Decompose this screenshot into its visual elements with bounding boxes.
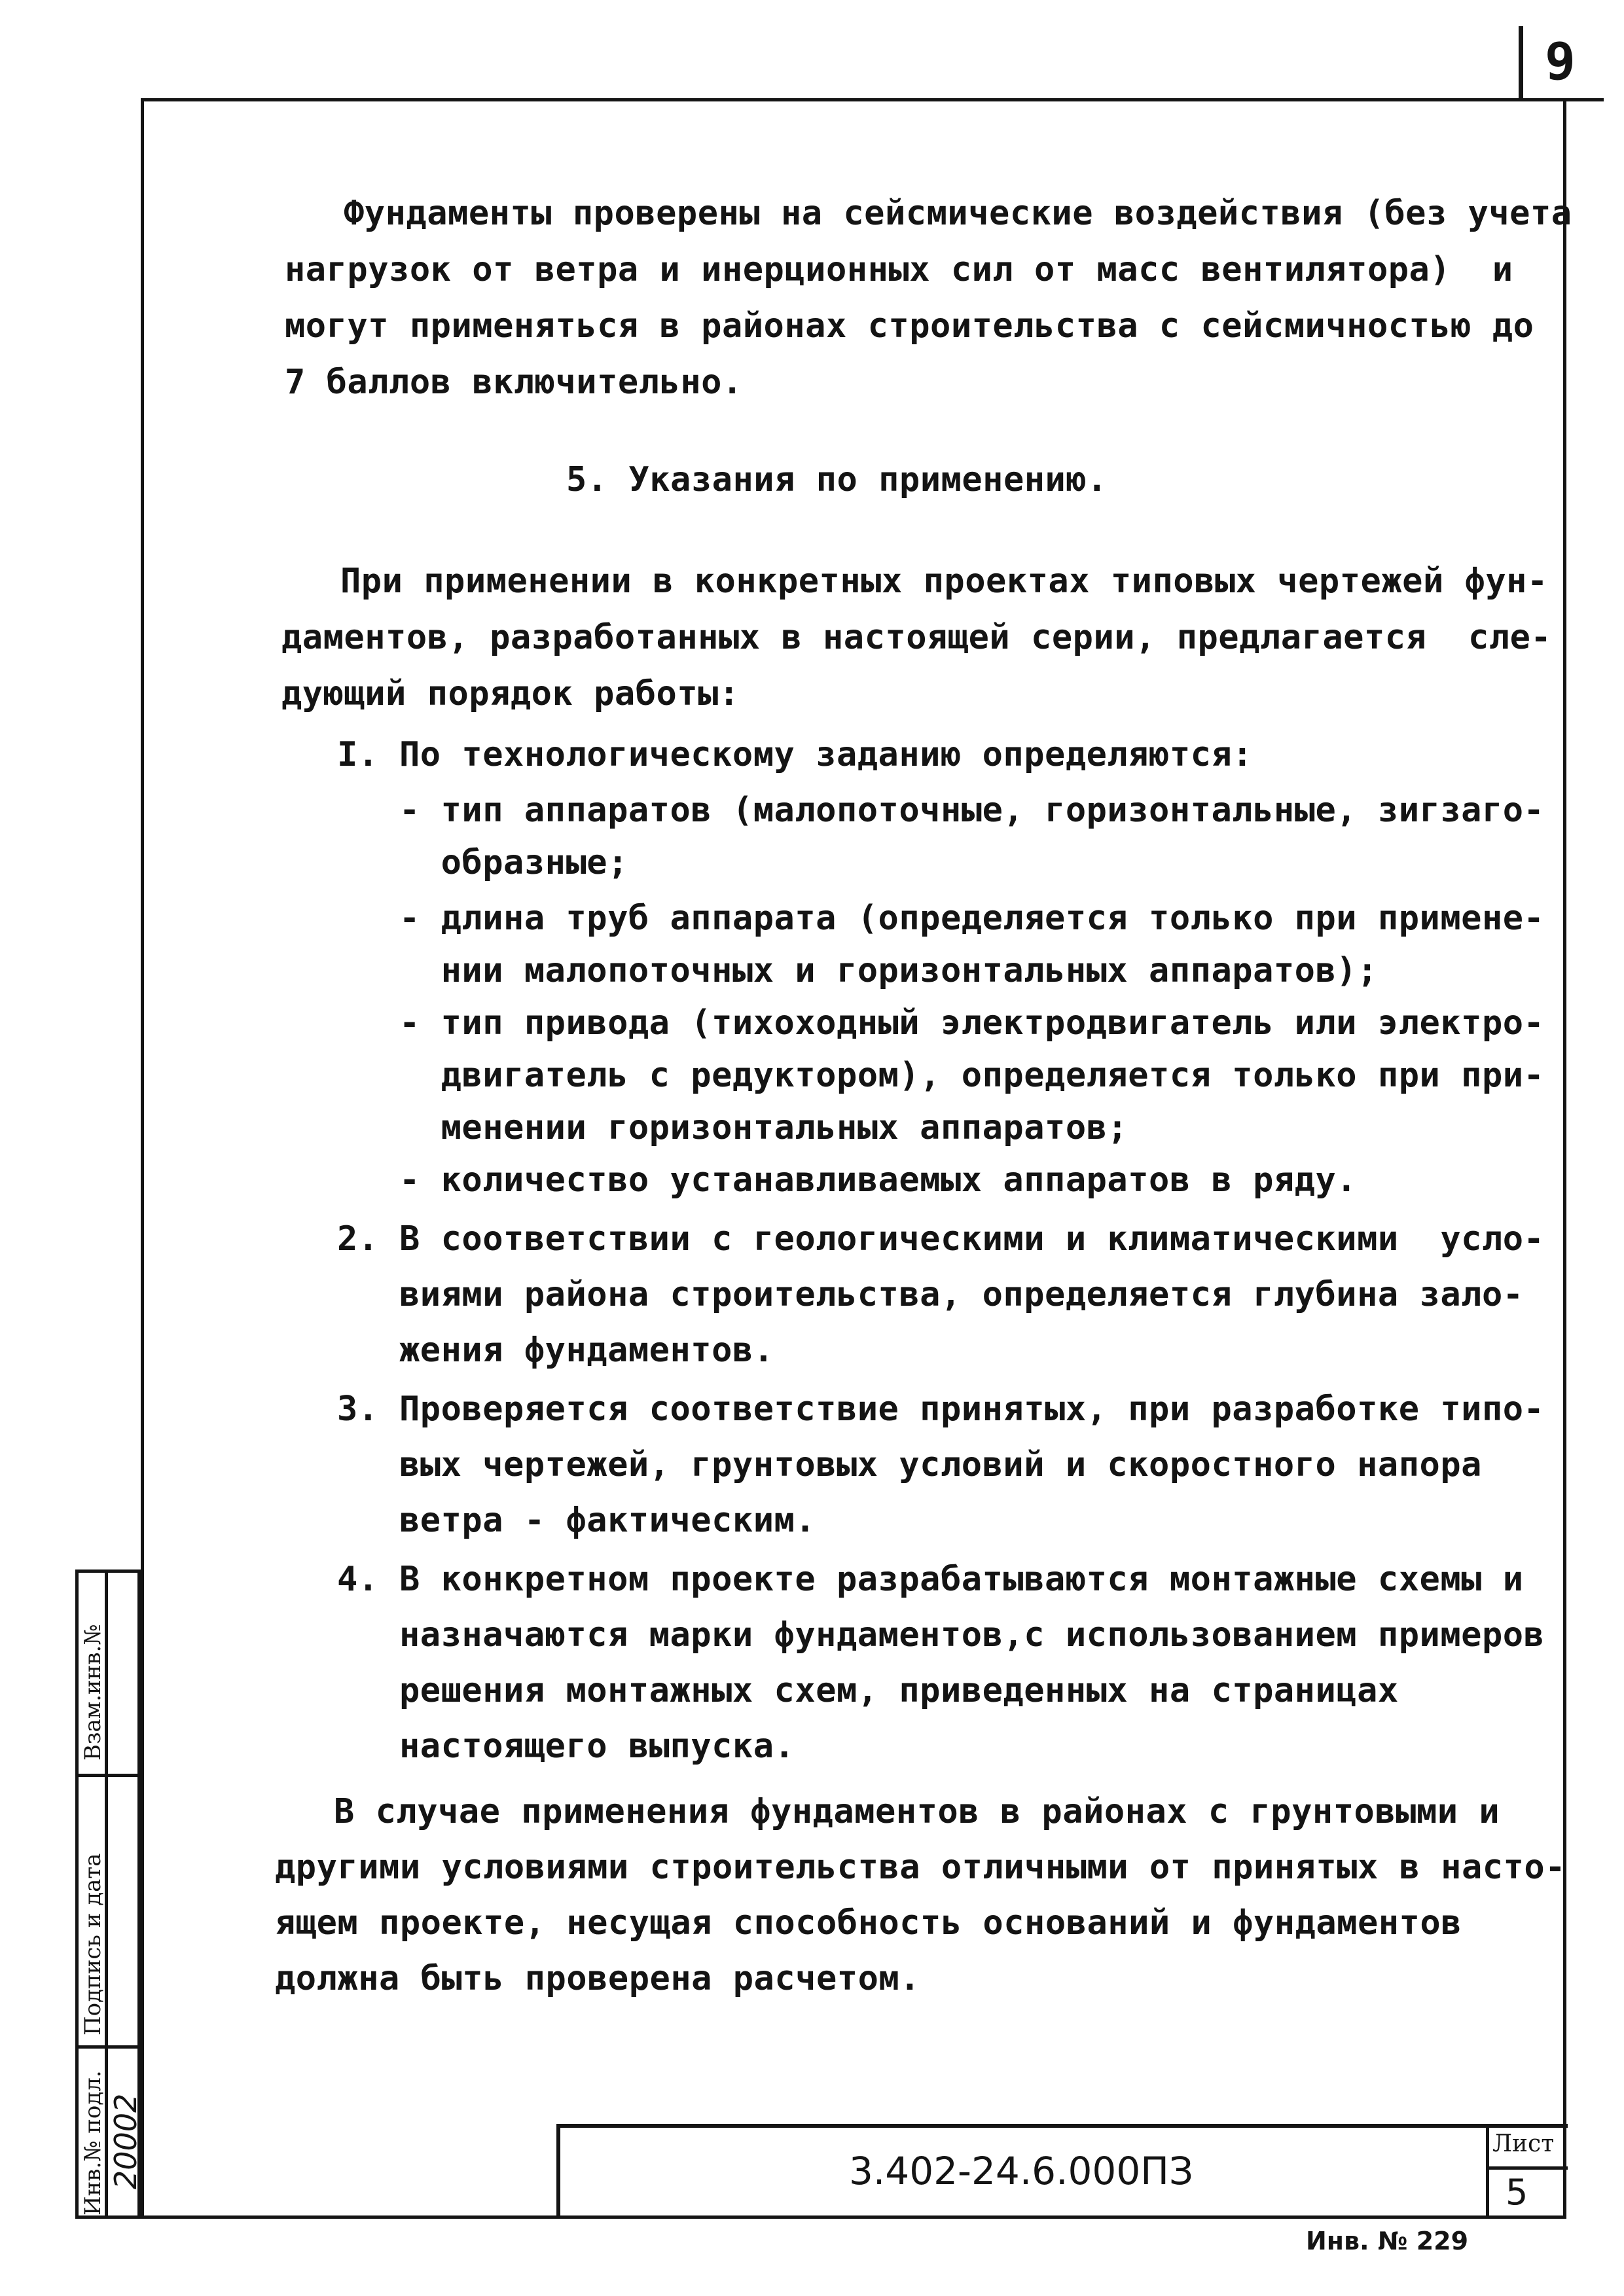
sheet-label: Лист [1492,2130,1555,2157]
step-4-number: 4. [337,1560,379,1599]
side-stamp-divider [79,1774,141,1777]
step-1-line: нии малопоточных и горизонтальных аппаратов); [399,951,1378,990]
page-number-divider [1519,26,1523,101]
sheet-cell-divider [1486,2166,1568,2170]
step-2-line: В соответствии с геологическими и климатическими усло- [399,1219,1545,1259]
step-1-line: - тип аппаратов (малопоточные, горизонтальные, зигзаго- [399,791,1545,830]
step-1-line: - длина труб аппарата (определяется только при примене- [399,899,1545,938]
step-1-line: - количество устанавливаемых аппаратов в ряду. [399,1160,1358,1200]
side-stamp-divider [79,2045,141,2049]
step-2-line: виями района строительства, определяется глубина зало- [399,1275,1524,1314]
step-4-line: решения монтажных схем, приведенных на страницах [399,1671,1399,1710]
intro-line-3: дующий порядок работы: [281,674,740,713]
step-3-line: вых чертежей, грунтовых условий и скоростного напора [399,1445,1482,1484]
section-heading: 5. Указания по применению. [566,460,1108,499]
inv-label: Инв.№ подл. [80,2070,106,2215]
step-1-line: - тип привода (тихоходный электродвигатель или электро- [399,1003,1545,1043]
seismic-line-2: нагрузок от ветра и инерционных сил от масс вентилятора) и [285,250,1513,289]
closing-line-3: ящем проекте, несущая способность оснований и фундаментов [275,1903,1462,1943]
intro-line-1: При применении в конкретных проектах типовых чертежей фун- [340,562,1548,601]
closing-line-2: другими условиями строительства отличными от принятых в насто- [275,1848,1566,1887]
inv-value: 20002 [108,2093,143,2189]
closing-line-1: В случае применения фундаментов в районах с грунтовыми и [334,1792,1500,1831]
step-3-number: 3. [337,1390,379,1429]
seismic-line-1: Фундаменты проверены на сейсмические воздействия (без учета [344,194,1572,233]
step-1-line: двигатель с редуктором), определяется только при при- [399,1056,1545,1095]
step-1-line: образные; [399,843,628,882]
replace-label: Взам.инв.№ [80,1624,106,1761]
closing-line-4: должна быть проверена расчетом. [275,1959,921,1998]
step-1-line: По технологическому заданию определяются: [399,735,1254,774]
step-1-line: менении горизонтальных аппаратов; [399,1108,1128,1147]
step-4-line: настоящего выпуска. [399,1727,795,1766]
seismic-line-3: могут применяться в районах строительства с сейсмичностью до [285,306,1534,346]
intro-line-2: даментов, разработанных в настоящей серии, предлагается сле- [281,618,1552,657]
document-code: 3.402-24.6.000ПЗ [848,2149,1194,2193]
step-3-line: ветра - фактическим. [399,1501,816,1540]
step-3-line: Проверяется соответствие принятых, при разработке типо- [399,1390,1545,1429]
step-2-number: 2. [337,1219,379,1259]
bottom-inventory-number: Инв. № 229 [1306,2227,1469,2255]
sheet-number: 5 [1506,2172,1528,2213]
frame-top-extension [1519,98,1604,101]
step-2-line: жения фундаментов. [399,1331,774,1370]
step-4-line: В конкретном проекте разрабатываются монтажные схемы и [399,1560,1524,1599]
step-1-number: I. [337,735,379,774]
step-4-line: назначаются марки фундаментов,с использованием примеров [399,1615,1545,1655]
page-number: 9 [1545,33,1576,92]
seismic-line-4: 7 баллов включительно. [285,363,743,402]
sign-label: Подпись и дата [80,1853,106,2036]
